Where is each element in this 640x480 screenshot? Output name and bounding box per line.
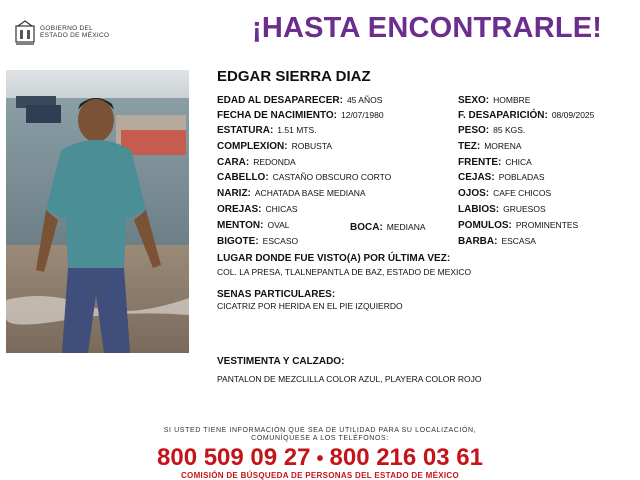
state-coat-of-arms-icon <box>14 20 36 46</box>
field-label: EDAD AL DESAPARECER: <box>217 95 343 106</box>
field-value: 1.51 MTS. <box>277 125 317 135</box>
field-mustache <box>217 236 298 247</box>
last-seen-value: COL. LA PRESA, TLALNEPANTLA DE BAZ, ESTADO DE MEXICO <box>217 267 472 277</box>
field-face <box>217 157 296 168</box>
field-label: POMULOS: <box>458 220 512 231</box>
field-value: ESCASA <box>501 236 536 246</box>
phone-numbers <box>0 444 640 472</box>
field-label: LABIOS: <box>458 204 500 215</box>
field-value: REDONDA <box>253 157 296 167</box>
field-label: NARIZ: <box>217 188 251 199</box>
clothing-title: VESTIMENTA Y CALZADO: <box>217 356 345 367</box>
field-disappearance-date <box>458 110 594 121</box>
field-label: CABELLO: <box>217 172 269 183</box>
field-birthdate <box>217 110 384 121</box>
field-label: ESTATURA: <box>217 125 274 136</box>
field-value: MORENA <box>484 141 522 151</box>
field-label: FRENTE: <box>458 157 502 168</box>
field-label: BOCA: <box>350 222 383 233</box>
field-hair <box>217 172 391 183</box>
field-value: HOMBRE <box>493 95 531 105</box>
field-label: OJOS: <box>458 188 490 199</box>
person-name: EDGAR SIERRA DIAZ <box>217 68 371 85</box>
field-mouth <box>350 222 426 233</box>
field-value: ESCASO <box>262 236 299 246</box>
field-value: CAFE CHICOS <box>493 188 552 198</box>
field-beard <box>458 236 536 247</box>
field-value: MEDIANA <box>386 222 426 232</box>
phone-separator: • <box>316 448 324 470</box>
field-value: POBLADAS <box>498 172 545 182</box>
field-label: CARA: <box>217 157 250 168</box>
field-lips <box>458 204 546 215</box>
field-label: TEZ: <box>458 141 481 152</box>
commission-name: COMISIÓN DE BÚSQUEDA DE PERSONAS DEL ESTADO DE MÉXICO <box>180 471 459 480</box>
field-label: MENTON: <box>217 220 264 231</box>
field-nose <box>217 188 366 199</box>
field-build <box>217 141 332 152</box>
field-value: PROMINENTES <box>515 220 579 230</box>
field-label: CEJAS: <box>458 172 495 183</box>
field-eyes <box>458 188 551 199</box>
info-line-2: COMUNÍQUESE A LOS TELÉFONOS: <box>251 435 389 442</box>
distinguishing-marks-value: CICATRIZ POR HERIDA EN EL PIE IZQUIERDO <box>217 301 403 311</box>
clothing-value: PANTALON DE MEZCLILLA COLOR AZUL, PLAYERA COLOR ROJO <box>217 374 482 384</box>
government-name <box>40 25 109 39</box>
field-value: 45 AÑOS <box>346 95 383 105</box>
field-label: OREJAS: <box>217 204 262 215</box>
field-weight <box>458 125 525 136</box>
phone-number-1[interactable]: 800 509 09 27 <box>157 444 311 471</box>
field-age <box>217 95 382 106</box>
field-label: F. DESAPARICIÓN: <box>458 110 548 121</box>
field-value: CHICA <box>505 157 532 167</box>
field-value: 08/09/2025 <box>551 110 595 120</box>
field-label: SEXO: <box>458 95 490 106</box>
last-seen-title: LUGAR DONDE FUE VISTO(A) POR ÚLTIMA VEZ: <box>217 253 451 264</box>
field-height <box>217 125 317 136</box>
gov-line-2: ESTADO DE MÉXICO <box>40 32 110 39</box>
field-cheekbones <box>458 220 578 231</box>
field-value: ACHATADA BASE MEDIANA <box>254 188 366 198</box>
field-ears <box>217 204 298 215</box>
field-label: COMPLEXION: <box>217 141 288 152</box>
field-value: CASTAÑO OBSCURO CORTO <box>272 172 392 182</box>
field-value: CHICAS <box>265 204 298 214</box>
field-value: 85 KGS. <box>493 125 526 135</box>
field-eyebrows <box>458 172 545 183</box>
field-label: PESO: <box>458 125 490 136</box>
field-value: GRUESOS <box>503 204 546 214</box>
field-forehead <box>458 157 532 168</box>
missing-person-photo <box>6 70 189 353</box>
gov-line-1: GOBIERNO DEL <box>40 25 94 32</box>
field-complexion <box>458 141 522 152</box>
field-label: FECHA DE NACIMIENTO: <box>217 110 337 121</box>
field-sex <box>458 95 530 106</box>
field-value: 12/07/1980 <box>341 110 384 120</box>
headline: ¡HASTA ENCONTRARLE! <box>252 12 603 44</box>
field-chin <box>217 220 290 231</box>
distinguishing-marks-title: SENAS PARTICULARES: <box>217 289 336 300</box>
info-line-1: SI USTED TIENE INFORMACIÓN QUE SEA DE UTILIDAD PARA SU LOCALIZACIÓN, <box>163 427 477 434</box>
field-value: ROBUSTA <box>291 141 333 151</box>
field-value: OVAL <box>267 220 290 230</box>
field-label: BIGOTE: <box>217 236 259 247</box>
field-label: BARBA: <box>458 236 498 247</box>
phone-number-2[interactable]: 800 216 03 61 <box>329 444 483 471</box>
